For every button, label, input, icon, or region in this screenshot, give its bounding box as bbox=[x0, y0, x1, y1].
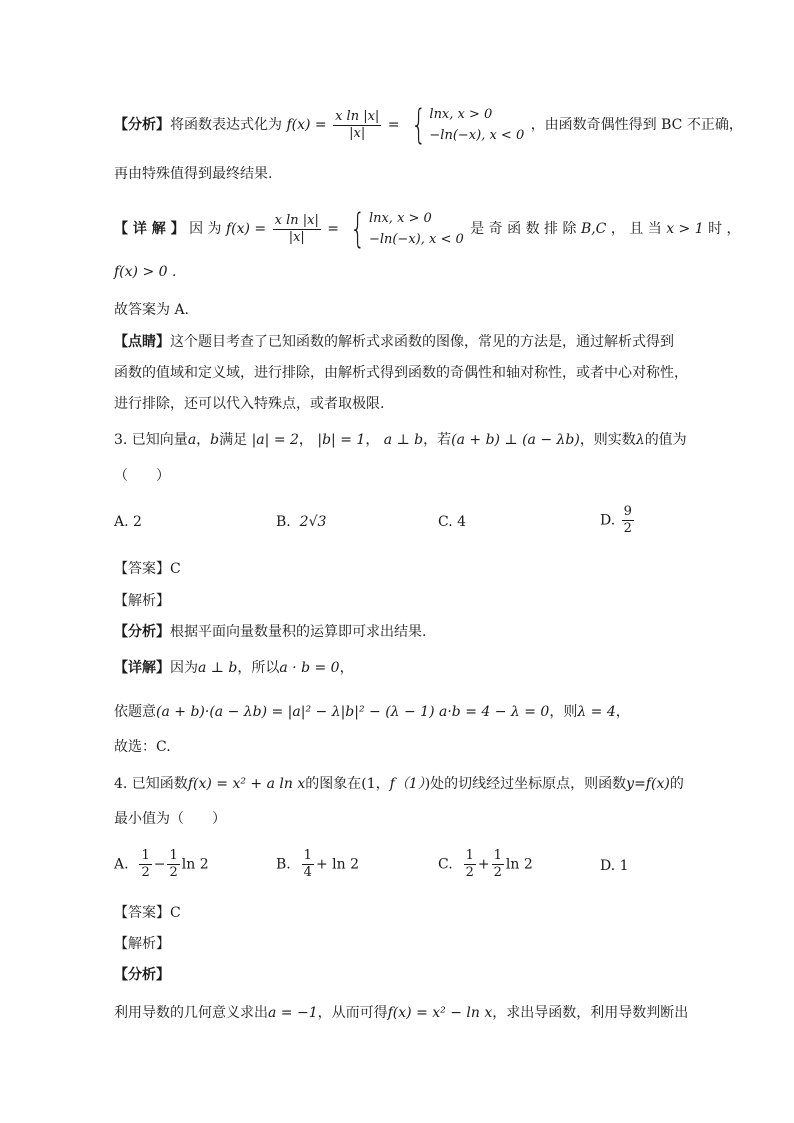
equals-sign: = bbox=[387, 117, 400, 133]
comment-tag: 【点睛】 bbox=[114, 334, 170, 350]
option-a-tail: ln 2 bbox=[181, 856, 209, 873]
option-b-tail: + ln 2 bbox=[315, 856, 359, 873]
vector-a: a bbox=[187, 432, 197, 448]
q4-stem-b: 的图象在(1， bbox=[305, 776, 390, 792]
answer-line: 故答案为 A. bbox=[114, 302, 190, 318]
analysis-tag: 【分析】 bbox=[114, 117, 170, 133]
piecewise-function bbox=[406, 104, 524, 146]
q4-answer: 【答案】C bbox=[114, 905, 181, 921]
case-negative: −ln(−x), x < 0 bbox=[368, 232, 464, 247]
detail2-text-a: 依题意 bbox=[114, 704, 156, 720]
fraction-denominator: 2 bbox=[141, 865, 150, 880]
equals-sign: = bbox=[327, 221, 340, 237]
q4-stem-line-1 bbox=[114, 774, 684, 794]
analysis-line-1 bbox=[114, 104, 743, 146]
comment-line-3: 进行排除，还可以代入特殊点，或者取极限. bbox=[114, 396, 385, 412]
fraction-denominator: |x| bbox=[349, 125, 366, 141]
detail-tag: 【 详 解 】 bbox=[114, 221, 185, 237]
q4-stem-c: )处的切线经过坐标原点，则函数 bbox=[424, 776, 627, 792]
fraction-numerator: 1 bbox=[303, 848, 312, 863]
last-text-b: ，从而可得 bbox=[317, 1005, 388, 1021]
option-d-label: D. bbox=[600, 512, 616, 529]
option-c-label: C. bbox=[438, 856, 453, 873]
piecewise-function bbox=[345, 208, 463, 250]
case-negative: −ln(−x), x < 0 bbox=[429, 128, 525, 143]
detail-line-1 bbox=[114, 208, 741, 250]
option-b-value: 2√3 bbox=[299, 514, 327, 530]
fenxi-tag: 【分析】 bbox=[114, 624, 170, 640]
condition-3: a ⊥ b bbox=[383, 432, 424, 448]
detail2-text-c: ， bbox=[615, 704, 630, 720]
separator: ， bbox=[196, 432, 211, 448]
q4-option-c bbox=[438, 848, 533, 881]
fraction-numerator: 1 bbox=[465, 848, 474, 863]
fraction-denominator: 2 bbox=[493, 865, 502, 880]
q3-analysis-heading: 【解析】 bbox=[114, 593, 170, 609]
detail-text-c: ，所以 bbox=[237, 660, 280, 676]
q3-answer: 【答案】C bbox=[114, 561, 181, 577]
detail-tag: 【详解】 bbox=[114, 660, 170, 676]
plus-sign: + bbox=[477, 856, 490, 873]
fraction bbox=[622, 504, 634, 537]
q3-stem-a: 3. 已知向量 bbox=[114, 432, 188, 448]
q3-detail-line-2 bbox=[114, 702, 630, 722]
option-c-tail: ln 2 bbox=[505, 856, 533, 873]
condition-4: (a + b) ⊥ (a − λb) bbox=[451, 432, 580, 448]
option-a-label: A. bbox=[114, 856, 129, 873]
detail-text-c: ， 且 当 bbox=[610, 221, 662, 237]
q3-stem-d: ，则实数 bbox=[579, 432, 636, 448]
detail-text: 因 为 bbox=[189, 221, 222, 237]
q3-option-a: A. 2 bbox=[114, 514, 142, 530]
minus-sign: − bbox=[153, 856, 166, 873]
q4-option-d: D. 1 bbox=[600, 858, 629, 874]
fraction bbox=[492, 848, 504, 881]
fraction-numerator: 9 bbox=[623, 504, 632, 519]
detail-text-a: 因为 bbox=[170, 660, 198, 676]
fraction bbox=[139, 848, 151, 881]
q4-stem-a: 4. 已知函数 bbox=[114, 776, 188, 792]
excluded-options: B,C bbox=[580, 221, 607, 237]
last-text-c: ，求出导函数，利用导数判断出 bbox=[492, 1005, 689, 1021]
lambda: λ bbox=[635, 432, 645, 448]
q4-fenxi-tag: 【分析】 bbox=[114, 967, 170, 983]
fraction bbox=[167, 848, 179, 881]
q4-option-a bbox=[114, 848, 209, 881]
fraction-denominator: 4 bbox=[303, 865, 312, 880]
q3-stem-line-1: 3. 已知向量a，b满足 |a| = 2， |b| = 1， a ⊥ b，若(a + b) ⊥ (a − λb)，则实数λ的值为 bbox=[114, 432, 687, 448]
q4-option-b bbox=[276, 848, 359, 881]
case-positive: lnx, x > 0 bbox=[429, 107, 493, 122]
condition-1: |a| = 2 bbox=[251, 432, 299, 448]
left-brace: { bbox=[411, 102, 427, 148]
q4-analysis-heading: 【解析】 bbox=[114, 936, 170, 952]
q3-detail-line-1 bbox=[114, 658, 354, 678]
last-eq: a = −1 bbox=[268, 1005, 318, 1021]
fraction bbox=[302, 848, 314, 881]
detail2-result: λ = 4 bbox=[577, 704, 616, 720]
detail-text-e: ， bbox=[339, 660, 354, 676]
condition: x > 1 bbox=[666, 221, 704, 237]
fraction bbox=[273, 213, 321, 246]
detail2-text-b: ，则 bbox=[549, 704, 578, 720]
detail-text-b: 是 奇 函 数 排 除 bbox=[470, 221, 577, 237]
last-text-a: 利用导数的几何意义求出 bbox=[114, 1005, 268, 1021]
detail2-expression: (a + b)·(a − λb) = |a|² − λ|b|² − (λ − 1) a·b = 4 − λ = 0 bbox=[156, 704, 550, 720]
analysis-conclusion: ，由函数奇偶性得到 BC 不正确， bbox=[530, 117, 743, 133]
last-function: f(x) = x² − ln x bbox=[387, 1005, 493, 1021]
q3-final: 故选：C. bbox=[114, 739, 171, 755]
q3-option-c: C. 4 bbox=[438, 514, 467, 530]
fraction bbox=[333, 109, 381, 142]
fenxi-text: 根据平面向量数量积的运算即可求出结果. bbox=[170, 624, 427, 640]
option-b-label: B. bbox=[276, 514, 291, 530]
vector-b: b bbox=[210, 432, 220, 448]
function-label: f(x) = bbox=[286, 117, 327, 133]
case-positive: lnx, x > 0 bbox=[368, 211, 432, 226]
fraction-numerator: x ln |x| bbox=[274, 212, 319, 228]
q4-f1: f（1） bbox=[389, 776, 425, 792]
q4-last-line bbox=[114, 1003, 688, 1023]
fraction-denominator: |x| bbox=[288, 229, 305, 245]
left-brace: { bbox=[350, 206, 366, 252]
q3-stem-e: 的值为 bbox=[644, 432, 687, 448]
fraction-numerator: 1 bbox=[169, 848, 178, 863]
q3-stem-c: ，若 bbox=[423, 432, 452, 448]
fraction-numerator: x ln |x| bbox=[335, 108, 380, 124]
q4-stem-line-2: 最小值为（ ） bbox=[114, 811, 226, 827]
fraction-denominator: 2 bbox=[623, 521, 632, 536]
fraction-numerator: 1 bbox=[493, 848, 502, 863]
comment-line-1 bbox=[114, 332, 674, 352]
fraction-denominator: 2 bbox=[169, 865, 178, 880]
detail-line-2: f(x) > 0 . bbox=[114, 264, 177, 280]
q3-option-b bbox=[276, 512, 326, 532]
fraction bbox=[464, 848, 476, 881]
q3-option-d bbox=[600, 504, 636, 537]
q3-paren: （ ） bbox=[114, 468, 170, 484]
dot-product: a · b = 0 bbox=[279, 660, 340, 676]
detail-text-d: 时 ， bbox=[708, 221, 741, 237]
comment-line-2: 函数的值域和定义域，进行排除，由解析式得到函数的奇偶性和轴对称性，或者中心对称性， bbox=[114, 365, 688, 381]
comment-text-1: 这个题目考查了已知函数的解析式求函数的图像，常见的方法是，通过解析式得到 bbox=[170, 334, 674, 350]
fraction-denominator: 2 bbox=[465, 865, 474, 880]
q4-yfx: y=f(x) bbox=[626, 776, 670, 792]
q3-fenxi bbox=[114, 622, 426, 642]
fraction-numerator: 1 bbox=[141, 848, 150, 863]
q3-stem-b: 满足 bbox=[219, 432, 248, 448]
analysis-text: 将函数表达式化为 bbox=[170, 117, 282, 133]
analysis-line-2: 再由特殊值得到最终结果. bbox=[114, 166, 273, 182]
option-b-label: B. bbox=[276, 856, 291, 873]
function-label: f(x) = bbox=[225, 221, 267, 237]
perpendicular: a ⊥ b bbox=[198, 660, 238, 676]
q4-function: f(x) = x² + a ln x bbox=[187, 776, 306, 792]
q4-stem-d: 的 bbox=[669, 776, 684, 792]
condition-2: |b| = 1 bbox=[317, 432, 366, 448]
